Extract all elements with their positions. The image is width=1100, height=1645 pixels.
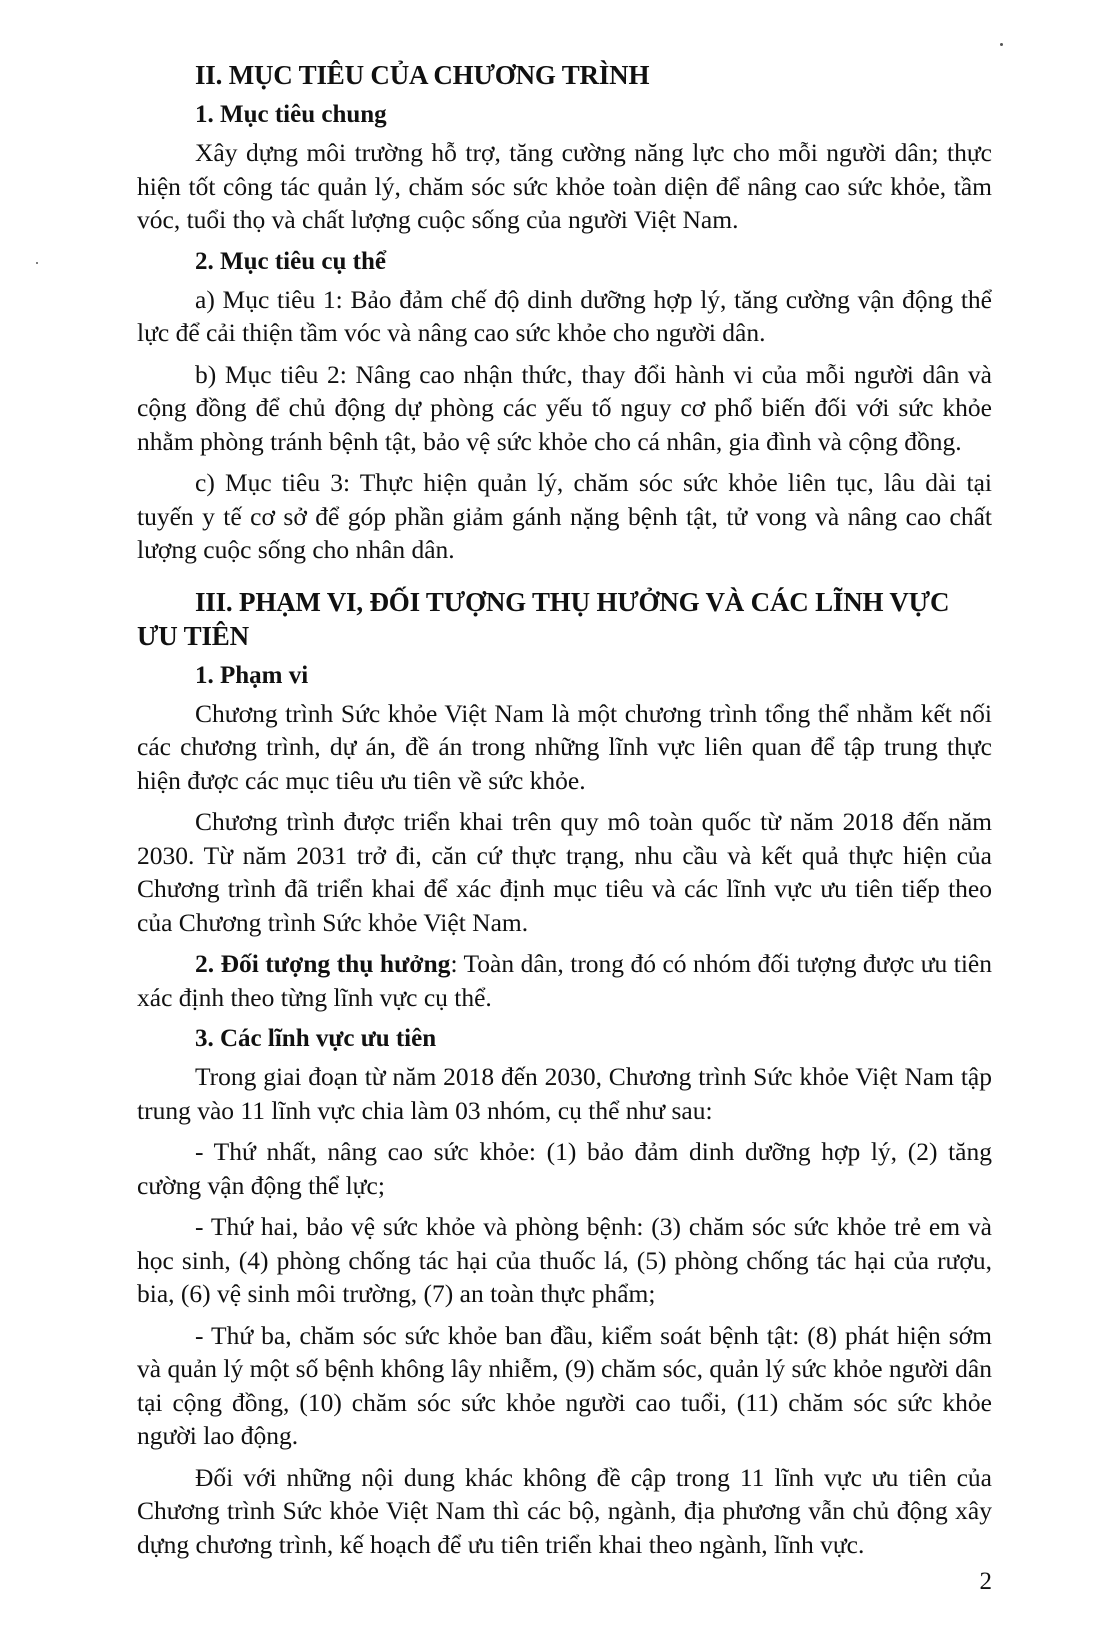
paragraph-priority-intro: Trong giai đoạn từ năm 2018 đến 2030, Chương trình Sức khỏe Việt Nam tập trung vào 11 lĩnh vực chia làm 03 nhóm, cụ thể như sau: <box>137 1062 992 1125</box>
paragraph-priority-group-3: - Thứ ba, chăm sóc sức khỏe ban đầu, kiểm soát bệnh tật: (8) phát hiện sớm và quản lý một số bệnh không lây nhiễm, (9) chăm sóc, quản lý sức khỏe người dân tại cộng đồng, (10) chăm sóc sức khỏe người cao tuổi, (11) chăm sóc sức khỏe người lao động. <box>137 1320 992 1450</box>
subheading-scope: 1. Phạm vi <box>195 661 309 689</box>
scan-speck <box>1000 43 1003 46</box>
subheading-specific-objectives: 2. Mục tiêu cụ thể <box>195 247 386 275</box>
paragraph-scope-1: Chương trình Sức khỏe Việt Nam là một chương trình tổng thể nhằm kết nối các chương trình, dự án, đề án trong những lĩnh vực liên quan để tập trung thực hiện được các mục tiêu ưu tiên về sức khỏe. <box>137 698 992 795</box>
subheading-general-objective: 1. Mục tiêu chung <box>195 101 387 128</box>
paragraph-goal-2: b) Mục tiêu 2: Nâng cao nhận thức, thay đổi hành vi của mỗi người dân và cộng đồng để chủ động dự phòng các yếu tố nguy cơ phổ biến đối với sức khỏe nhằm phòng tránh bệnh tật, bảo vệ sức khỏe cho cá nhân, gia đình và cộng đồng. <box>137 359 992 456</box>
section-heading-objectives: II. MỤC TIÊU CỦA CHƯƠNG TRÌNH <box>195 60 650 90</box>
paragraph-general-objective: Xây dựng môi trường hỗ trợ, tăng cường năng lực cho mỗi người dân; thực hiện tốt công tác quản lý, chăm sóc sức khỏe toàn diện để nâng cao sức khỏe, tầm vóc, tuổi thọ và chất lượng cuộc sống của người Việt Nam. <box>137 138 992 234</box>
scan-speck <box>36 262 38 264</box>
page-number: 2 <box>979 1568 992 1595</box>
paragraph-goal-3: c) Mục tiêu 3: Thực hiện quản lý, chăm sóc sức khỏe liên tục, lâu dài tại tuyến y tế cơ sở để góp phần giảm gánh nặng bệnh tật, tử vong và nâng cao chất lượng cuộc sống cho nhân dân. <box>137 468 992 564</box>
beneficiaries-text: : Toàn dân, trong đó có nhóm đối tượng được ưu tiên xác định theo từng lĩnh vực cụ thể. <box>137 949 992 1012</box>
section-heading-scope: III. PHẠM VI, ĐỐI TƯỢNG THỤ HƯỞNG VÀ CÁC LĨNH VỰC ƯU TIÊN <box>137 586 950 651</box>
paragraph-priority-group-1: - Thứ nhất, nâng cao sức khỏe: (1) bảo đảm dinh dưỡng hợp lý, (2) tăng cường vận động thể lực; <box>137 1137 992 1200</box>
paragraph-goal-1: a) Mục tiêu 1: Bảo đảm chế độ dinh dưỡng hợp lý, tăng cường vận động thể lực để cải thiện tầm vóc và nâng cao sức khỏe cho người dân. <box>137 284 992 347</box>
beneficiaries-label: 2. Đối tượng thụ hưởng <box>195 949 451 978</box>
subheading-priority-areas: 3. Các lĩnh vực ưu tiên <box>195 1025 437 1052</box>
document-page <box>137 58 992 1569</box>
paragraph-priority-group-2: - Thứ hai, bảo vệ sức khỏe và phòng bệnh: (3) chăm sóc sức khỏe trẻ em và học sinh, (4) phòng chống tác hại của thuốc lá, (5) phòng chống tác hại của rượu, bia, (6) vệ sinh môi trường, (7) an toàn thực phẩm; <box>137 1212 992 1308</box>
paragraph-beneficiaries <box>137 947 992 1014</box>
paragraph-scope-2: Chương trình được triển khai trên quy mô toàn quốc từ năm 2018 đến năm 2030. Từ năm 2031 trở đi, căn cứ thực trạng, nhu cầu và kết quả thực hiện của Chương trình đã triển khai để xác định mục tiêu và các lĩnh vực ưu tiên tiếp theo của Chương trình Sức khỏe Việt Nam. <box>137 807 992 937</box>
paragraph-other-content: Đối với những nội dung khác không đề cập trong 11 lĩnh vực ưu tiên của Chương trình Sức khỏe Việt Nam thì các bộ, ngành, địa phương vẫn chủ động xây dựng chương trình, kế hoạch để ưu tiên triển khai theo ngành, lĩnh vực. <box>137 1462 992 1559</box>
